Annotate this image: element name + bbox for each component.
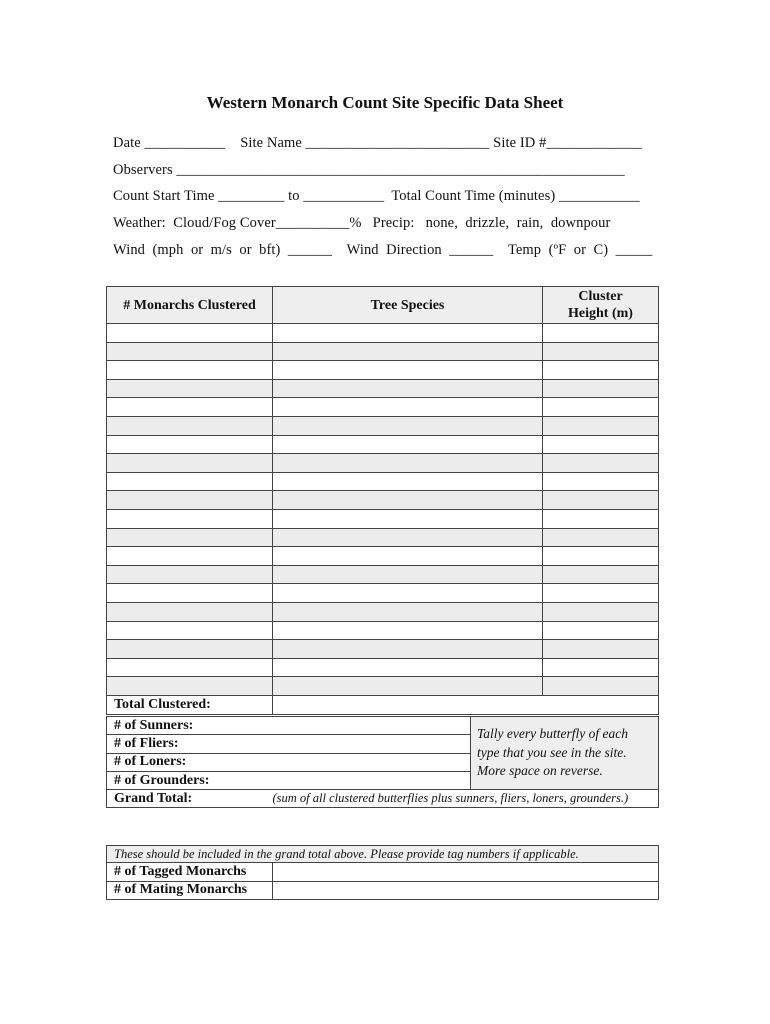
tree-species-cell[interactable] xyxy=(273,547,543,566)
tree-species-header: Tree Species xyxy=(273,287,543,324)
cluster-height-cell[interactable] xyxy=(543,640,659,659)
monarchs-count-cell[interactable] xyxy=(107,547,273,566)
tree-species-cell[interactable] xyxy=(273,435,543,454)
cluster-height-cell[interactable] xyxy=(543,324,659,343)
cluster-entry-row xyxy=(107,547,659,566)
cluster-height-cell[interactable] xyxy=(543,472,659,491)
tree-species-cell[interactable] xyxy=(273,584,543,603)
cluster-entry-row xyxy=(107,472,659,491)
monarchs-count-cell[interactable] xyxy=(107,509,273,528)
tagging-table xyxy=(106,845,659,900)
tree-species-cell[interactable] xyxy=(273,361,543,380)
weather-line[interactable]: Weather: Cloud/Fog Cover__________% Precip: none, drizzle, rain, downpour xyxy=(113,215,611,231)
fliers-label: # of Fliers: xyxy=(107,735,471,753)
monarchs-count-cell[interactable] xyxy=(107,379,273,398)
cluster-height-cell[interactable] xyxy=(543,361,659,380)
monarchs-count-cell[interactable] xyxy=(107,528,273,547)
monarchs-count-cell[interactable] xyxy=(107,398,273,417)
tree-species-cell[interactable] xyxy=(273,677,543,696)
monarchs-count-cell[interactable] xyxy=(107,491,273,510)
monarchs-count-cell[interactable] xyxy=(107,342,273,361)
monarchs-count-cell[interactable] xyxy=(107,584,273,603)
count-time-line[interactable]: Count Start Time _________ to ___________ Total Count Time (minutes) ___________ xyxy=(113,188,640,204)
cluster-height-cell[interactable] xyxy=(543,602,659,621)
cluster-height-cell[interactable] xyxy=(543,658,659,677)
cluster-entry-row xyxy=(107,640,659,659)
monarchs-count-cell[interactable] xyxy=(107,621,273,640)
tagged-monarchs-field[interactable] xyxy=(273,863,659,882)
monarchs-count-cell[interactable] xyxy=(107,472,273,491)
tree-species-cell[interactable] xyxy=(273,472,543,491)
tagged-monarchs-label: # of Tagged Monarchs xyxy=(107,863,273,882)
tree-species-cell[interactable] xyxy=(273,324,543,343)
total-clustered-label: Total Clustered: xyxy=(107,695,273,714)
tree-species-cell[interactable] xyxy=(273,509,543,528)
monarchs-count-cell[interactable] xyxy=(107,361,273,380)
grand-total-label: Grand Total: xyxy=(107,790,273,808)
sheet-title: Western Monarch Count Site Specific Data Sheet xyxy=(206,93,564,112)
tally-note: Tally every butterfly of each type that you see in the site. More space on reverse. xyxy=(471,717,659,790)
tree-species-cell[interactable] xyxy=(273,416,543,435)
cluster-entry-row xyxy=(107,677,659,696)
monarchs-count-cell[interactable] xyxy=(107,416,273,435)
monarchs-count-cell[interactable] xyxy=(107,658,273,677)
tree-species-cell[interactable] xyxy=(273,528,543,547)
cluster-entry-row xyxy=(107,509,659,528)
cluster-entry-row xyxy=(107,528,659,547)
loners-label: # of Loners: xyxy=(107,753,471,771)
tagging-notice: These should be included in the grand total above. Please provide tag numbers if applicable. xyxy=(107,846,659,863)
cluster-table xyxy=(106,286,659,715)
cluster-entry-row xyxy=(107,342,659,361)
tree-species-cell[interactable] xyxy=(273,398,543,417)
cluster-entry-row xyxy=(107,658,659,677)
cluster-height-header-line2: Height (m) xyxy=(568,306,633,321)
monarchs-count-cell[interactable] xyxy=(107,602,273,621)
cluster-height-cell[interactable] xyxy=(543,565,659,584)
monarchs-count-cell[interactable] xyxy=(107,640,273,659)
sunners-label: # of Sunners: xyxy=(107,717,471,735)
tree-species-cell[interactable] xyxy=(273,658,543,677)
cluster-height-header-line1: Cluster xyxy=(578,289,623,304)
cluster-entry-row xyxy=(107,584,659,603)
cluster-height-cell[interactable] xyxy=(543,454,659,473)
monarchs-count-cell[interactable] xyxy=(107,565,273,584)
cluster-height-cell[interactable] xyxy=(543,416,659,435)
cluster-entry-row xyxy=(107,454,659,473)
cluster-height-cell[interactable] xyxy=(543,379,659,398)
mating-monarchs-field[interactable] xyxy=(273,881,659,900)
cluster-height-header xyxy=(543,287,659,324)
cluster-height-cell[interactable] xyxy=(543,528,659,547)
monarchs-clustered-header: # Monarchs Clustered xyxy=(107,287,273,324)
cluster-height-cell[interactable] xyxy=(543,342,659,361)
total-clustered-row xyxy=(107,695,659,714)
cluster-height-cell[interactable] xyxy=(543,547,659,566)
tree-species-cell[interactable] xyxy=(273,454,543,473)
cluster-entry-row xyxy=(107,324,659,343)
cluster-entry-row xyxy=(107,621,659,640)
cluster-entry-row xyxy=(107,398,659,417)
date-site-line[interactable]: Date ___________ Site Name _________________________ Site ID #_____________ xyxy=(113,135,642,151)
grand-total-note: (sum of all clustered butterflies plus sunners, fliers, loners, grounders.) xyxy=(273,790,659,808)
cluster-entry-row xyxy=(107,491,659,510)
monarchs-count-cell[interactable] xyxy=(107,677,273,696)
observers-line[interactable]: Observers _____________________________________________________________ xyxy=(113,162,625,178)
monarchs-count-cell[interactable] xyxy=(107,454,273,473)
cluster-entry-row xyxy=(107,361,659,380)
tree-species-cell[interactable] xyxy=(273,491,543,510)
tree-species-cell[interactable] xyxy=(273,640,543,659)
tree-species-cell[interactable] xyxy=(273,379,543,398)
mating-monarchs-label: # of Mating Monarchs xyxy=(107,881,273,900)
cluster-height-cell[interactable] xyxy=(543,584,659,603)
total-clustered-field[interactable] xyxy=(273,695,659,714)
cluster-entry-row xyxy=(107,565,659,584)
cluster-entry-row xyxy=(107,416,659,435)
cluster-height-cell[interactable] xyxy=(543,509,659,528)
cluster-height-cell[interactable] xyxy=(543,621,659,640)
monarchs-count-cell[interactable] xyxy=(107,435,273,454)
cluster-height-cell[interactable] xyxy=(543,435,659,454)
tree-species-cell[interactable] xyxy=(273,565,543,584)
cluster-entry-row xyxy=(107,379,659,398)
cluster-height-cell[interactable] xyxy=(543,491,659,510)
monarchs-count-cell[interactable] xyxy=(107,324,273,343)
cluster-height-cell[interactable] xyxy=(543,677,659,696)
grounders-label: # of Grounders: xyxy=(107,771,471,789)
wind-temp-line[interactable]: Wind (mph or m/s or bft) ______ Wind Direction ______ Temp (ºF or C) _____ xyxy=(113,242,653,258)
cluster-entry-row xyxy=(107,602,659,621)
cluster-height-cell[interactable] xyxy=(543,398,659,417)
tally-table xyxy=(106,716,659,808)
cluster-entry-row xyxy=(107,435,659,454)
tree-species-cell[interactable] xyxy=(273,621,543,640)
tree-species-cell[interactable] xyxy=(273,342,543,361)
tree-species-cell[interactable] xyxy=(273,602,543,621)
